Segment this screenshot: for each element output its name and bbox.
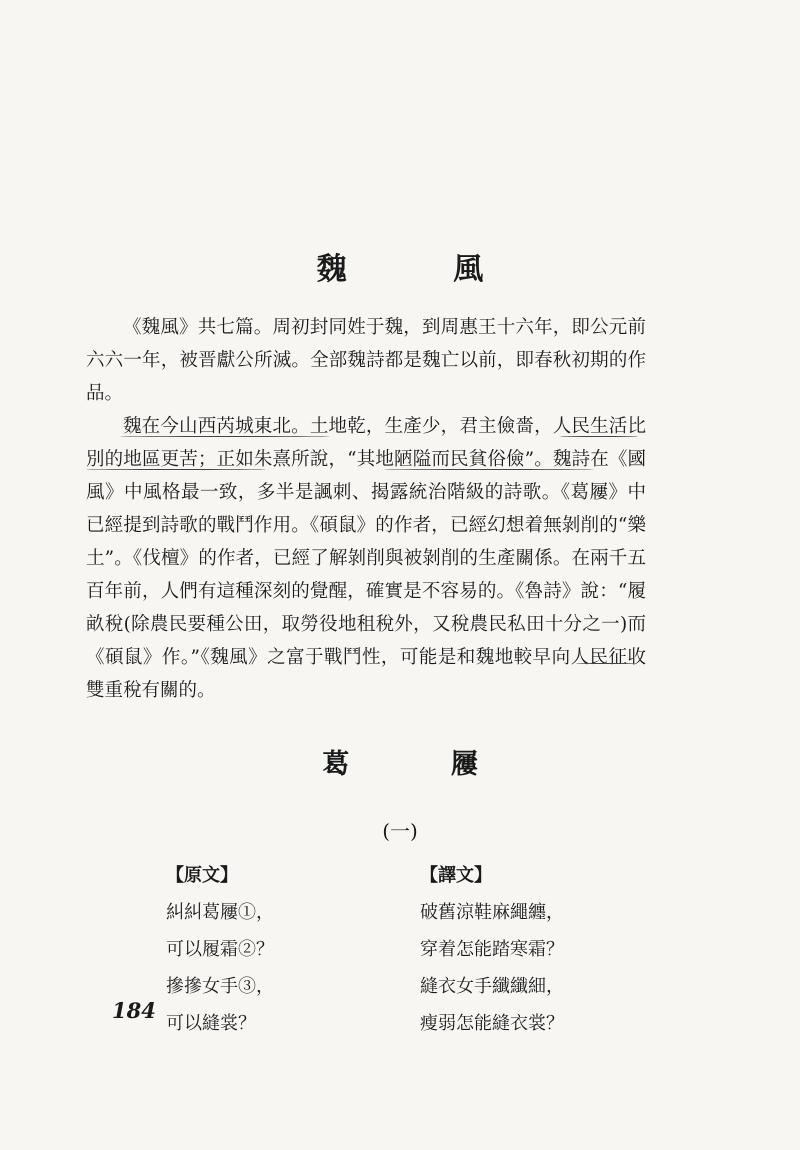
translation-line: 穿着怎能踏寒霜？ bbox=[420, 939, 564, 960]
poem-title: 葛 屨 bbox=[322, 749, 524, 780]
pen-underline bbox=[560, 436, 638, 437]
translation-line: 破舊涼鞋麻繩纏， bbox=[420, 902, 564, 923]
original-header: 【原文】 bbox=[166, 865, 238, 886]
intro-paragraph-1: 《魏風》共七篇。周初封同姓于魏，到周惠王十六年，即公元前六六一年，被晋獻公所滅。全部魏詩都是魏亡以前，即春秋初期的作品。 bbox=[86, 317, 646, 404]
translation-line: 瘦弱怎能縫衣裳？ bbox=[420, 1013, 564, 1034]
original-text-column bbox=[166, 857, 274, 1042]
original-line: 可以履霜②？ bbox=[166, 939, 274, 960]
translation-line: 縫衣女手纖纖細， bbox=[420, 976, 564, 997]
pen-underline bbox=[576, 663, 636, 664]
pen-underline bbox=[384, 469, 594, 470]
original-line: 糾糾葛屨①， bbox=[166, 902, 274, 923]
section-title: 魏 風 bbox=[316, 252, 532, 287]
original-line: 可以縫裳？ bbox=[166, 1013, 256, 1034]
original-line: 摻摻女手③， bbox=[166, 976, 274, 997]
stanza-number: (一) bbox=[382, 819, 418, 843]
intro-text bbox=[86, 311, 646, 707]
pen-underline bbox=[86, 469, 266, 470]
intro-paragraph-2: 魏在今山西芮城東北。土地乾，生產少，君主儉嗇，人民生活比別的地區更苦；正如朱熹所說，“其地陋隘而民貧俗儉”。魏詩在《國風》中風格最一致，多半是諷刺、揭露統治階級的詩歌。《葛屨》中已經提到詩歌的戰鬥作用。《碩鼠》的作者，已經幻想着無剝削的“樂土”。《伐檀》的作者，已經了解剝削與被剝削的生產關係。在兩千五百年前，人們有這種深刻的覺醒，確實是不容易的。《魯詩》說：“履畝稅(除農民要種公田，取勞役地租稅外，又稅農民私田十分之一)而《碩鼠》作。”《魏風》之富于戰鬥性，可能是和魏地較早向人民征收雙重稅有關的。 bbox=[86, 416, 646, 701]
pen-underline bbox=[120, 436, 330, 437]
translation-column bbox=[420, 857, 564, 1042]
page-number: 184 bbox=[112, 998, 156, 1023]
translation-header: 【譯文】 bbox=[420, 865, 492, 886]
